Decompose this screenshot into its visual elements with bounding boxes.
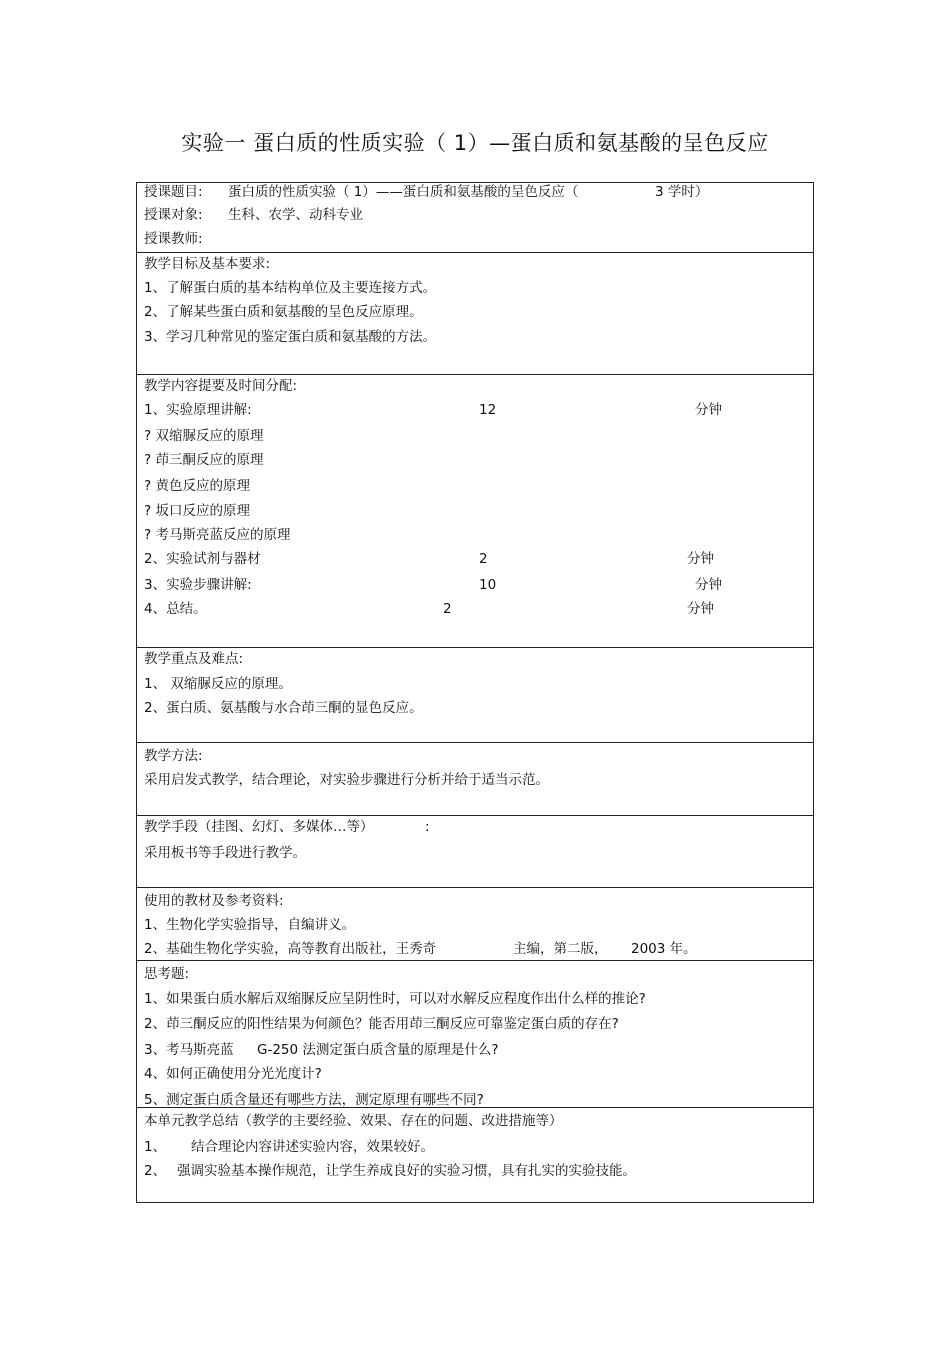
question-item: 1、如果蛋白质水解后双缩脲反应呈阴性时，可以对水解反应程度作出什么样的推论? bbox=[144, 991, 646, 1007]
key-points-heading: 教学重点及难点: bbox=[144, 651, 244, 667]
header-row bbox=[137, 183, 814, 253]
questions-row bbox=[137, 961, 814, 1108]
content-subitem: ? 茚三酮反应的原理 bbox=[144, 452, 264, 468]
means-heading: 教学手段（挂图、幻灯、多媒体…等） bbox=[144, 819, 374, 835]
content-cell bbox=[137, 375, 813, 647]
content-item-unit: 分钟 bbox=[695, 402, 722, 418]
content-heading: 教学内容提要及时间分配: bbox=[144, 378, 298, 394]
method-heading: 教学方法: bbox=[144, 748, 203, 764]
summary-cell bbox=[137, 1108, 813, 1202]
means-row bbox=[137, 816, 814, 888]
content-subitem: ? 双缩脲反应的原理 bbox=[144, 428, 264, 444]
topic-label: 授课题目: bbox=[144, 184, 203, 200]
key-points-row bbox=[137, 648, 814, 743]
method-text: 采用启发式教学，结合理论，对实验步骤进行分析并给于适当示范。 bbox=[144, 772, 549, 788]
material-item: 2、基础生物化学实验，高等教育出版社，王秀奇 bbox=[144, 941, 437, 957]
audience-value: 生科、农学、动科专业 bbox=[228, 207, 363, 223]
method-row bbox=[137, 743, 814, 816]
means-cell bbox=[137, 816, 813, 887]
key-point-item: 1、 双缩脲反应的原理。 bbox=[144, 676, 292, 692]
question-item: 2、茚三酮反应的阳性结果为何颜色？能否用茚三酮反应可靠鉴定蛋白质的存在? bbox=[144, 1016, 619, 1032]
summary-item-text: 强调实验基本操作规范，让学生养成良好的实验习惯，具有扎实的实验技能。 bbox=[177, 1163, 636, 1179]
content-item-label: 2、实验试剂与器材 bbox=[144, 551, 261, 567]
method-cell bbox=[137, 743, 813, 815]
content-item-minutes: 12 bbox=[479, 402, 497, 418]
content-row bbox=[137, 375, 814, 648]
topic-hours: 3 学时） bbox=[655, 184, 709, 200]
audience-label: 授课对象: bbox=[144, 207, 203, 223]
content-subitem: ? 坂口反应的原理 bbox=[144, 503, 250, 519]
content-item-label: 4、总结。 bbox=[144, 601, 207, 617]
question-item: 4、如何正确使用分光光度计? bbox=[144, 1066, 322, 1082]
key-point-item: 2、蛋白质、氨基酸与水合茚三酮的显色反应。 bbox=[144, 700, 423, 716]
topic-value: 蛋白质的性质实验（ 1）——蛋白质和氨基酸的呈色反应（ bbox=[228, 184, 579, 200]
questions-cell bbox=[137, 961, 813, 1107]
content-item-minutes: 10 bbox=[479, 577, 497, 593]
questions-heading: 思考题: bbox=[144, 966, 190, 982]
content-item-unit: 分钟 bbox=[695, 577, 722, 593]
content-subitem: ? 考马斯亮蓝反应的原理 bbox=[144, 527, 291, 543]
summary-item-number: 2、 bbox=[144, 1163, 167, 1179]
key-points-cell bbox=[137, 648, 813, 742]
means-colon: : bbox=[425, 819, 430, 835]
teacher-label: 授课教师: bbox=[144, 231, 203, 247]
content-subitem: ? 黄色反应的原理 bbox=[144, 478, 250, 494]
goals-cell bbox=[137, 253, 813, 374]
content-item-label: 3、实验步骤讲解: bbox=[144, 577, 252, 593]
content-item-minutes: 2 bbox=[443, 601, 452, 617]
content-item-label: 1、实验原理讲解: bbox=[144, 402, 252, 418]
materials-row bbox=[137, 888, 814, 961]
goal-item: 2、了解某些蛋白质和氨基酸的呈色反应原理。 bbox=[144, 304, 423, 320]
content-item-unit: 分钟 bbox=[687, 551, 714, 567]
question-item: 5、测定蛋白质含量还有哪些方法，测定原理有哪些不同? bbox=[144, 1092, 484, 1107]
summary-row bbox=[137, 1108, 814, 1203]
summary-heading: 本单元教学总结（教学的主要经验、效果、存在的问题、改进措施等） bbox=[144, 1113, 563, 1129]
goals-row bbox=[137, 253, 814, 375]
content-item-minutes: 2 bbox=[479, 551, 488, 567]
materials-heading: 使用的教材及参考资料: bbox=[144, 893, 284, 909]
materials-cell bbox=[137, 888, 813, 960]
goals-heading: 教学目标及基本要求: bbox=[144, 256, 271, 272]
means-text: 采用板书等手段进行教学。 bbox=[144, 845, 306, 861]
question-item: 3、考马斯亮蓝 bbox=[144, 1042, 234, 1058]
summary-item-text: 结合理论内容讲述实验内容，效果较好。 bbox=[191, 1139, 434, 1155]
material-item-editor: 主编，第二版， bbox=[513, 941, 608, 957]
material-item: 1、生物化学实验指导，自编讲义。 bbox=[144, 917, 356, 933]
header-cell bbox=[137, 183, 813, 252]
lesson-plan-table bbox=[136, 182, 814, 1203]
material-item-year: 2003 年。 bbox=[631, 941, 697, 957]
content-item-unit: 分钟 bbox=[687, 601, 714, 617]
goal-item: 1、了解蛋白质的基本结构单位及主要连接方式。 bbox=[144, 280, 437, 296]
summary-item-number: 1、 bbox=[144, 1139, 167, 1155]
page-title: 实验一 蛋白质的性质实验（ 1）—蛋白质和氨基酸的呈色反应 bbox=[181, 131, 769, 155]
goal-item: 3、学习几种常见的鉴定蛋白质和氨基酸的方法。 bbox=[144, 329, 437, 345]
question-item-method: G-250 法测定蛋白质含量的原理是什么? bbox=[257, 1042, 499, 1058]
